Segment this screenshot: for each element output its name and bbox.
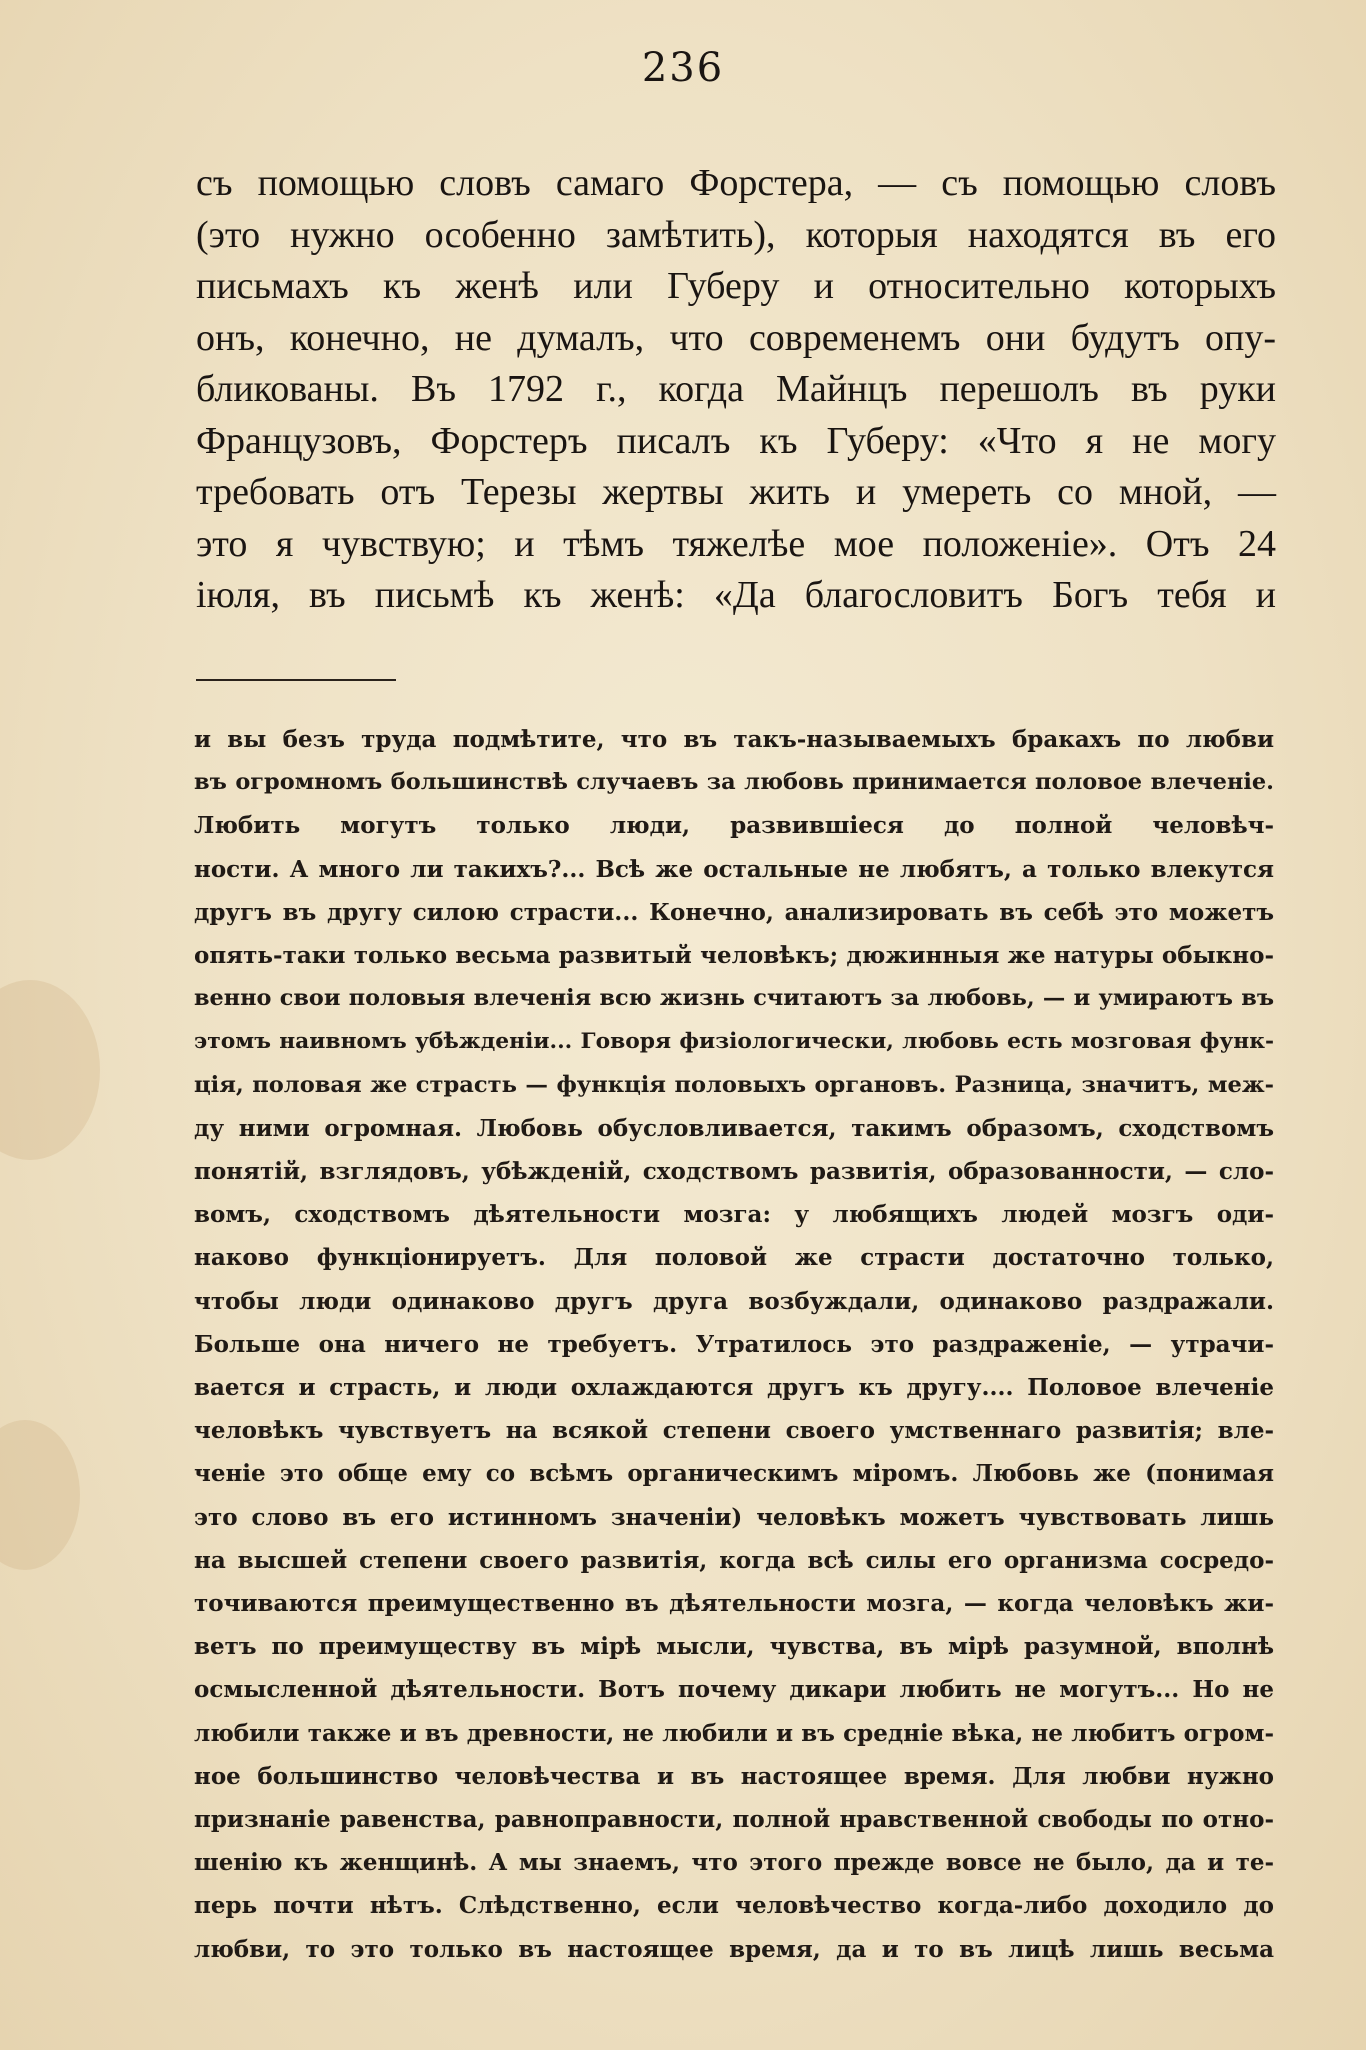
footnote-line: вается и страсть, и люди охлаждаются другъ къ другу.... Половое влеченіе bbox=[194, 1374, 1274, 1402]
footnote-line: этомъ наивномъ убѣжденіи... Говоря физіологически, любовь есть мозговая функ- bbox=[194, 1029, 1274, 1055]
footnote-line: въ огромномъ большинствѣ случаевъ за любовь принимается половое влеченіе. bbox=[194, 769, 1274, 796]
text-line: іюля, въ письмѣ къ женѣ: «Да благословитъ Богъ тебя и bbox=[196, 574, 1276, 616]
footnote-line: на высшей степени своего развитія, когда всѣ силы его организма сосредо- bbox=[194, 1546, 1274, 1574]
text-line: это я чувствую; и тѣмъ тяжелѣе мое положеніе». Отъ 24 bbox=[196, 522, 1276, 565]
footnote-line: понятій, взглядовъ, убѣжденій, сходствомъ развитія, образованности, — сло- bbox=[194, 1158, 1274, 1186]
footnote-line: ности. А много ли такихъ?... Всѣ же остальные не любятъ, а только влекутся bbox=[194, 855, 1274, 883]
page-number: 236 bbox=[641, 45, 725, 91]
text-line: (это нужно особенно замѣтить), которыя находятся въ его bbox=[196, 213, 1276, 256]
text-line: онъ, конечно, не думалъ, что современемъ они будутъ опу- bbox=[196, 316, 1276, 359]
footnote-line: Больше она ничего не требуетъ. Утратилось это раздраженіе, — утрачи- bbox=[194, 1330, 1274, 1358]
paper-stain bbox=[0, 980, 100, 1160]
footnote-line: вомъ, сходствомъ дѣятельности мозга: у любящихъ людей мозгъ оди- bbox=[194, 1201, 1274, 1229]
footnote-line: шенію къ женщинѣ. А мы знаемъ, что этого прежде вовсе не было, да и те- bbox=[194, 1849, 1274, 1877]
footnote-line: признаніе равенства, равноправности, полной нравственной свободы по отно- bbox=[194, 1806, 1274, 1834]
footnote-line: опять-таки только весьма развитый человѣкъ; дюжинныя же натуры обыкно- bbox=[194, 942, 1274, 970]
text-line: съ помощью словъ самаго Форстера, — съ помощью словъ bbox=[196, 162, 1276, 204]
footnote-line: ція, половая же страсть — функція половыхъ органовъ. Разница, значитъ, меж- bbox=[194, 1071, 1274, 1098]
footnote-line: человѣкъ чувствуетъ на всякой степени своего умственнаго развитія; вле- bbox=[194, 1417, 1274, 1445]
footnote-line: это слово въ его истинномъ значеніи) человѣкъ можетъ чувствовать лишь bbox=[194, 1503, 1274, 1531]
text-line: Французовъ, Форстеръ писалъ къ Губеру: «Что я не могу bbox=[196, 419, 1276, 462]
footnote-text bbox=[194, 718, 1274, 1971]
footnote-line: наково функціонируетъ. Для половой же страсти достаточно только, bbox=[194, 1244, 1274, 1272]
footnote-divider bbox=[196, 679, 396, 681]
footnote-line: и вы безъ труда подмѣтите, что въ такъ-называемыхъ бракахъ по любви bbox=[194, 726, 1274, 753]
main-text bbox=[196, 158, 1276, 622]
footnote-line: чтобы люди одинаково другъ друга возбуждали, одинаково раздражали. bbox=[194, 1287, 1274, 1315]
footnote-line: осмысленной дѣятельности. Вотъ почему дикари любить не могутъ... Но не bbox=[194, 1676, 1274, 1704]
paper-stain bbox=[0, 1420, 80, 1570]
text-line: письмахъ къ женѣ или Губеру и относительно которыхъ bbox=[196, 265, 1276, 307]
footnote-line: любви, то это только въ настоящее время, да и то въ лицѣ лишь весьма bbox=[194, 1935, 1274, 1963]
footnote-line: ду ними огромная. Любовь обусловливается, такимъ образомъ, сходствомъ bbox=[194, 1114, 1274, 1142]
footnote-line: любили также и въ древности, не любили и въ средніе вѣка, не любитъ огром- bbox=[194, 1719, 1274, 1747]
text-line: требовать отъ Терезы жертвы жить и умереть со мной, — bbox=[196, 471, 1276, 513]
footnote-line: ное большинство человѣчества и въ настоящее время. Для любви нужно bbox=[194, 1762, 1274, 1790]
footnote-line: ветъ по преимуществу въ мірѣ мысли, чувства, въ мірѣ разумной, вполнѣ bbox=[194, 1633, 1274, 1661]
footnote-line: перь почти нѣтъ. Слѣдственно, если человѣчество когда-либо доходило до bbox=[194, 1892, 1274, 1920]
footnote-line: другъ въ другу силою страсти... Конечно, анализировать въ себѣ это можетъ bbox=[194, 898, 1274, 926]
footnote-line: ченіе это обще ему со всѣмъ органическимъ міромъ. Любовь же (понимая bbox=[194, 1460, 1274, 1488]
footnote-line: Любить могутъ только люди, развившіеся до полной человѣч- bbox=[194, 812, 1274, 840]
footnote-line: венно свои половыя влеченія всю жизнь считаютъ за любовь, — и умираютъ въ bbox=[194, 985, 1274, 1012]
text-line: бликованы. Въ 1792 г., когда Майнцъ перешолъ въ руки bbox=[196, 368, 1276, 410]
footnote-line: точиваются преимущественно въ дѣятельности мозга, — когда человѣкъ жи- bbox=[194, 1590, 1274, 1618]
